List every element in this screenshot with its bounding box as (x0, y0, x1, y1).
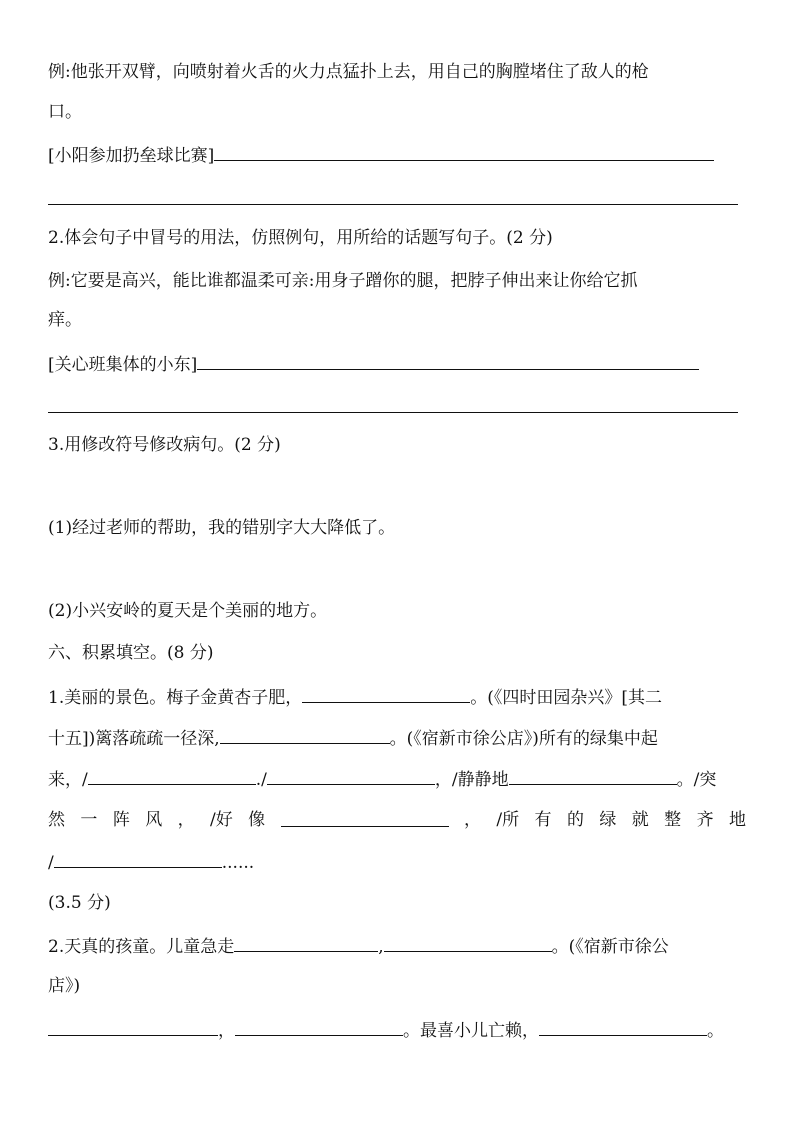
s6-q1-line1 (48, 686, 662, 708)
text: 有 (534, 810, 552, 830)
text: 像 (248, 810, 266, 830)
text: 十五])篱落疏疏一径深, (48, 729, 220, 749)
text: ，/静静地 (434, 770, 509, 790)
text: 绿 (599, 810, 617, 830)
text: 然 (48, 810, 65, 830)
q2-topic: [关心班集体的小东] (48, 355, 198, 375)
s6-q2-line1 (48, 935, 669, 957)
s6-q1-line4 (48, 810, 746, 830)
text: / (48, 853, 54, 873)
q2-answer-blank[interactable] (197, 353, 699, 370)
text: 。(《宿新市徐公 (551, 937, 669, 957)
s6-q1-blank1[interactable] (302, 686, 470, 703)
s6-q1-line2 (48, 727, 658, 749)
text: 。(《宿新市徐公店》)所有的绿集中起 (389, 729, 658, 749)
text: /所 (496, 810, 520, 830)
q2-stem: 2.体会句子中冒号的用法，仿照例句，用所给的话题写句子。(2 分) (48, 228, 553, 248)
text: 风 (145, 810, 163, 830)
s6-q1-line3 (48, 768, 716, 790)
q1-topic: [小阳参加扔垒球比赛] (48, 146, 215, 166)
q2-answer-rule[interactable] (48, 412, 738, 413)
q2-example-line2: 痒。 (48, 310, 82, 330)
text: 。(《四时田园杂兴》[其二 (470, 688, 662, 708)
s6-q2-blank2[interactable] (384, 935, 552, 952)
s6-q2-blank1[interactable] (234, 935, 378, 952)
text: ./ (255, 770, 267, 790)
s6-q2-blank5[interactable] (539, 1019, 707, 1036)
text: ...... (221, 853, 255, 873)
q1-example-line2: 口。 (48, 102, 82, 122)
s6-q1-blank3[interactable] (88, 768, 256, 785)
section6-heading: 六、积累填空。(8 分) (48, 643, 214, 663)
q1-answer-blank[interactable] (214, 144, 714, 161)
text: 。最喜小儿亡赖， (403, 1021, 539, 1041)
text: 的 (566, 810, 584, 830)
q2-topic-row (48, 353, 699, 375)
text: 。/突 (676, 770, 717, 790)
s6-q1-points: (3.5 分) (48, 893, 111, 913)
q2-example-line1: 例:它要是高兴，能比谁都温柔可亲:用身子蹭你的腿，把脖子伸出来让你给它抓 (48, 271, 638, 291)
s6-q2-blank4[interactable] (235, 1019, 403, 1036)
s6-q1-blank6[interactable] (281, 810, 449, 827)
text: ， (177, 810, 195, 830)
s6-q2-blank3[interactable] (48, 1019, 218, 1036)
q1-example-line1: 例:他张开双臂，向喷射着火舌的火力点猛扑上去，用自己的胸膛堵住了敌人的枪 (48, 62, 649, 82)
text: 地 (728, 810, 746, 830)
q3-item2: (2)小兴安岭的夏天是个美丽的地方。 (48, 601, 328, 621)
text: 就 (631, 810, 649, 830)
text: 齐 (696, 810, 714, 830)
text: 来，/ (48, 770, 88, 790)
text: ， (463, 810, 481, 830)
text: 整 (664, 810, 682, 830)
q3-item1: (1)经过老师的帮助，我的错别字大大降低了。 (48, 518, 396, 538)
text: 一 (80, 810, 98, 830)
text: 2.天真的孩童。儿童急走 (48, 937, 235, 957)
q1-topic-row (48, 144, 714, 166)
text: 阵 (112, 810, 130, 830)
text: 1.美丽的景色。梅子金黄杏子肥， (48, 688, 303, 708)
text: , (378, 937, 384, 957)
s6-q1-blank5[interactable] (509, 768, 677, 785)
s6-q2-line3 (48, 1019, 724, 1041)
text: 。 (707, 1021, 724, 1041)
s6-q1-blank7[interactable] (54, 851, 222, 868)
s6-q1-blank2[interactable] (220, 727, 390, 744)
q1-answer-rule[interactable] (48, 204, 738, 205)
text: /好 (210, 810, 233, 830)
s6-q1-line5 (48, 851, 254, 873)
q3-stem: 3.用修改符号修改病句。(2 分) (48, 435, 281, 455)
s6-q2-line2: 店》) (48, 976, 81, 996)
s6-q1-blank4[interactable] (267, 768, 435, 785)
text: ， (218, 1021, 235, 1041)
